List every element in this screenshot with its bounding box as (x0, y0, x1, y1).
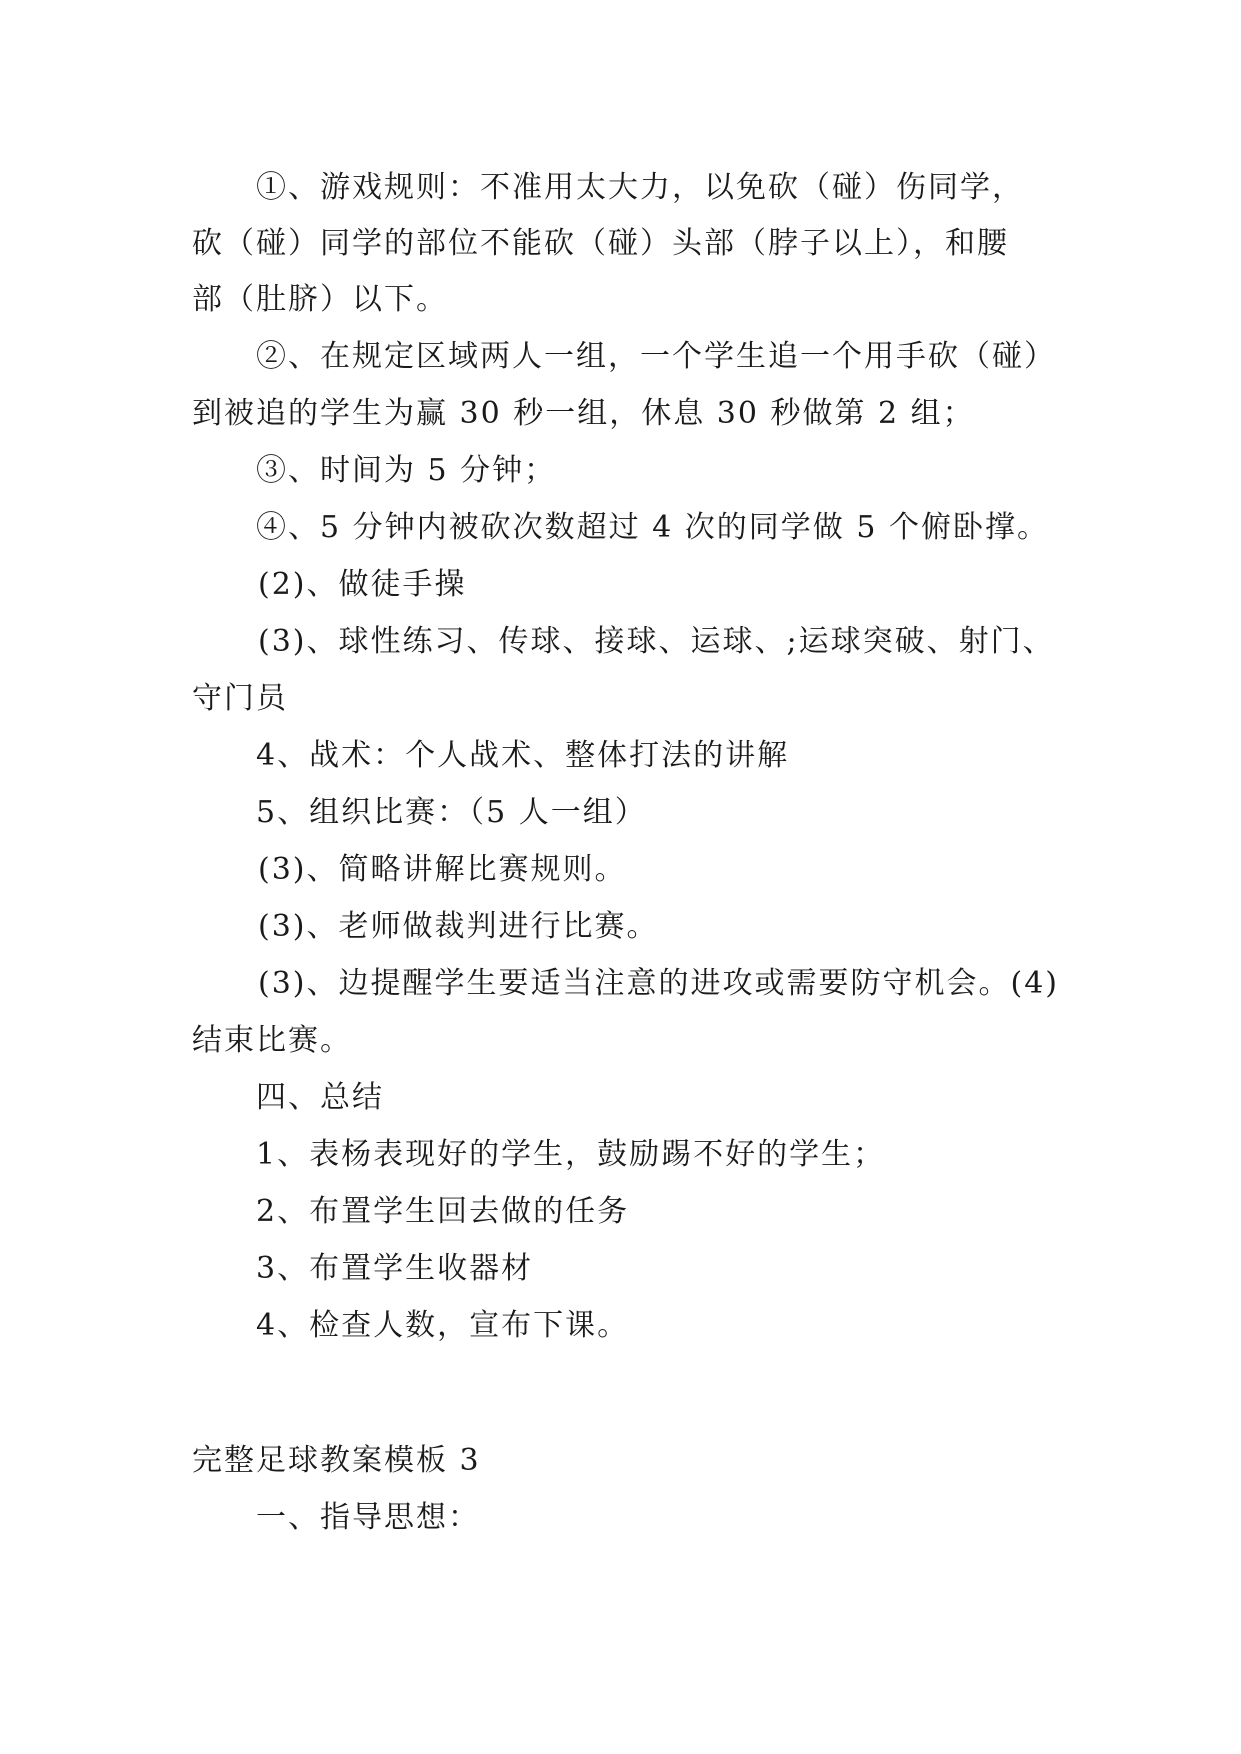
text-line: ④、5 分钟内被砍次数超过 4 次的同学做 5 个俯卧撑。 (256, 510, 1049, 545)
text-line: (3)、简略讲解比赛规则。 (258, 852, 627, 887)
text-line: 2、布置学生回去做的任务 (256, 1194, 630, 1229)
text-line: 3、布置学生收器材 (256, 1251, 534, 1286)
text-line: 守门员 (192, 681, 288, 716)
text-line: (2)、做徒手操 (258, 567, 467, 602)
text-line: ①、游戏规则：不准用太大力，以免砍（碰）伤同学， (256, 170, 1024, 205)
text-line: 到被追的学生为赢 30 秒一组，休息 30 秒做第 2 组； (192, 396, 975, 431)
section-heading: 一、指导思想： (256, 1500, 480, 1535)
text-line: ③、时间为 5 分钟； (256, 453, 557, 488)
text-line: 结束比赛。 (192, 1023, 352, 1058)
text-line: 砍（碰）同学的部位不能砍（碰）头部（脖子以上），和腰 (192, 226, 1009, 261)
text-line: 1、表杨表现好的学生，鼓励踢不好的学生； (256, 1137, 886, 1172)
section-heading: 四、总结 (256, 1080, 384, 1115)
text-line: 4、检查人数，宣布下课。 (256, 1308, 630, 1343)
text-line: ②、在规定区域两人一组，一个学生追一个用手砍（碰） (256, 339, 1056, 374)
text-line: 5、组织比赛：（5 人一组） (256, 795, 647, 830)
text-line: 4、战术：个人战术、整体打法的讲解 (256, 738, 790, 773)
document-title: 完整足球教案模板 3 (192, 1443, 481, 1478)
text-line: (3)、球性练习、传球、接球、运球、;运球突破、射门、 (258, 624, 1055, 659)
text-line: (3)、边提醒学生要适当注意的进攻或需要防守机会。(4) (258, 966, 1059, 1001)
text-line: (3)、老师做裁判进行比赛。 (258, 909, 659, 944)
text-line: 部（肚脐）以下。 (192, 282, 448, 317)
